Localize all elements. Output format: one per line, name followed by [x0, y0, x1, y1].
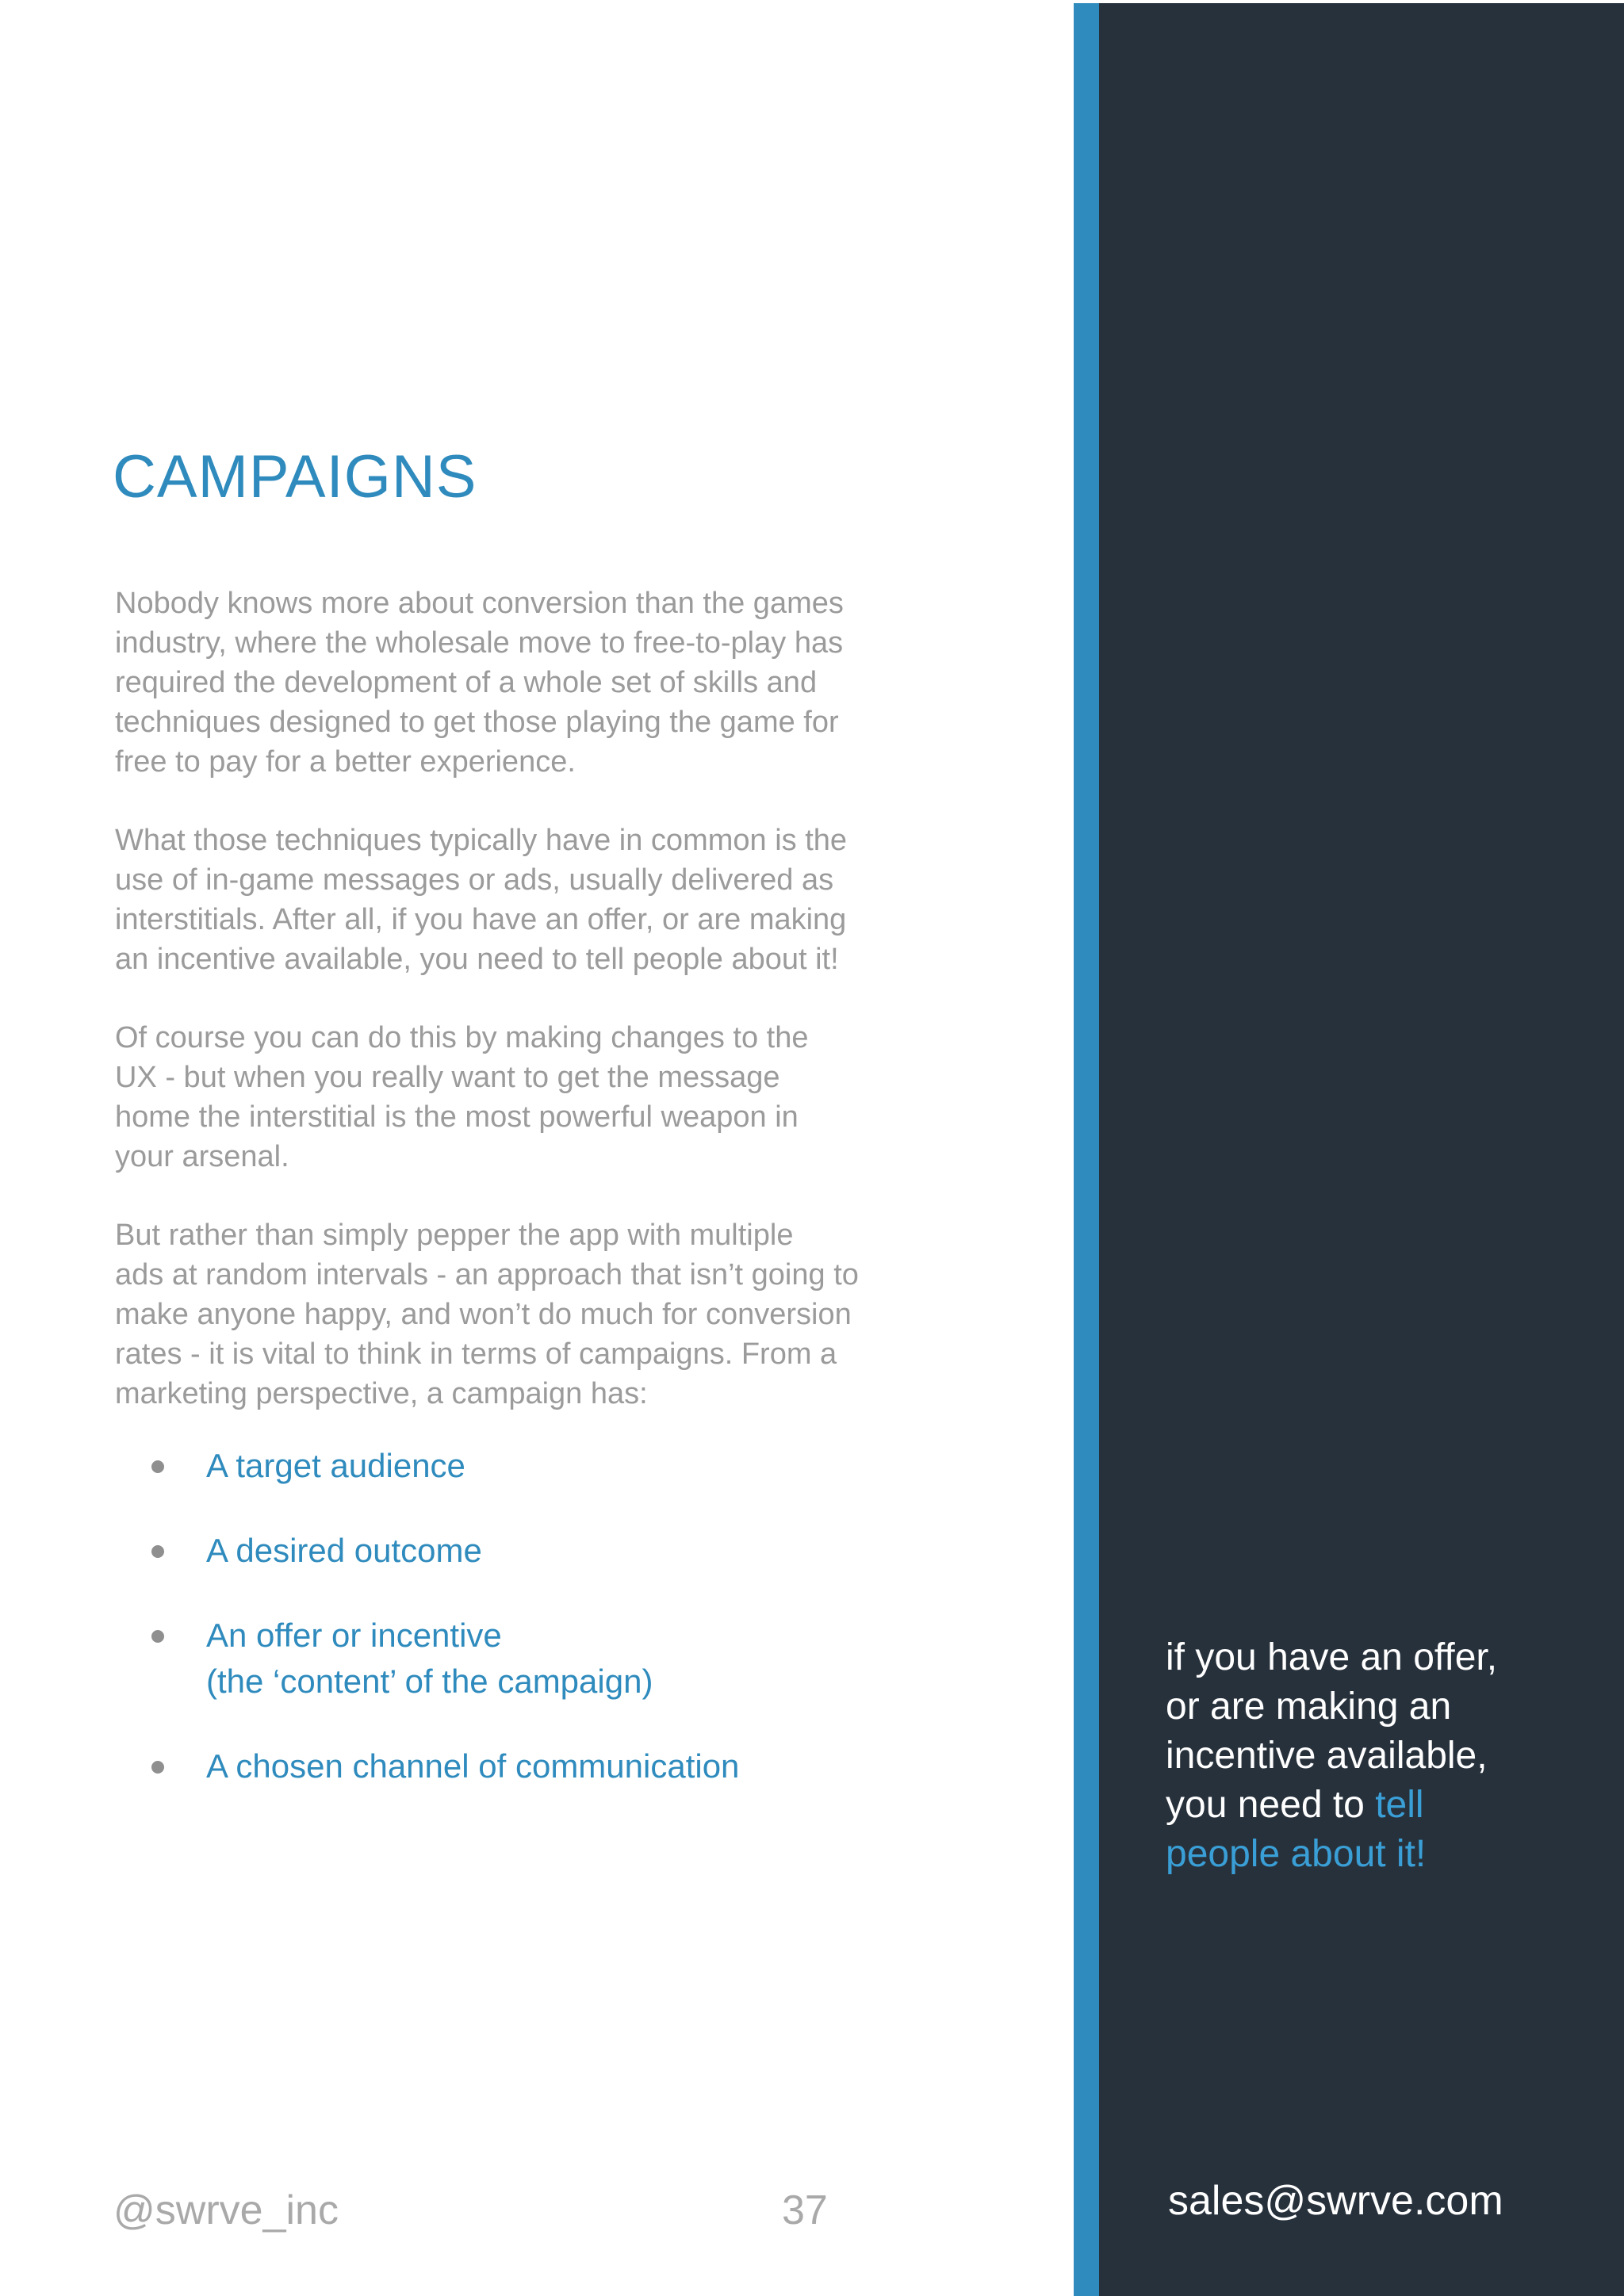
sidebar-panel — [1099, 3, 1624, 2296]
bullet-item-desired-outcome — [115, 1528, 916, 1574]
bullet-dot-icon — [151, 1545, 164, 1558]
bullet-text: A desired outcome — [206, 1532, 482, 1569]
paragraph-line: make anyone happy, and won’t do much for conversion — [115, 1298, 852, 1331]
paragraph-line: required the development of a whole set of skills and — [115, 666, 818, 699]
paragraph-line: techniques designed to get those playing the game for — [115, 706, 839, 739]
paragraph-line: an incentive available, you need to tell people about it! — [115, 943, 839, 976]
bullet-text-continued: (the ‘content’ of the campaign) — [206, 1663, 653, 1700]
paragraph-2 — [115, 821, 916, 979]
accent-stripe — [1074, 3, 1099, 2296]
page-title: CAMPAIGNS — [113, 443, 477, 511]
paragraph-line: rates - it is vital to think in terms of campaigns. From a — [115, 1337, 837, 1371]
bullet-dot-icon — [151, 1761, 164, 1774]
pull-quote-line: you need to — [1166, 1784, 1376, 1826]
paragraph-line: industry, where the wholesale move to free-to-play has — [115, 626, 844, 660]
pull-quote — [1166, 1633, 1546, 1879]
bullet-dot-icon — [151, 1630, 164, 1643]
paragraph-1 — [115, 584, 916, 782]
paragraph-line: marketing perspective, a campaign has: — [115, 1377, 648, 1410]
social-handle: @swrve_inc — [113, 2187, 339, 2233]
bullet-item-channel — [115, 1743, 916, 1789]
paragraph-line: What those techniques typically have in common is the — [115, 824, 848, 857]
pull-quote-line: incentive available, — [1166, 1735, 1488, 1777]
page-number: 37 — [782, 2187, 828, 2233]
paragraph-line: But rather than simply pepper the app with multiple — [115, 1219, 794, 1252]
bullet-item-offer-incentive — [115, 1613, 916, 1705]
paragraph-line: home the interstitial is the most powerful weapon in — [115, 1100, 799, 1134]
pull-quote-line: or are making an — [1166, 1686, 1452, 1728]
paragraph-line: Nobody knows more about conversion than the games — [115, 587, 844, 620]
pull-quote-line: if you have an offer, — [1166, 1636, 1498, 1678]
paragraph-line: Of course you can do this by making changes to the — [115, 1021, 809, 1054]
campaign-bullet-list — [115, 1443, 916, 1828]
bullet-item-target-audience — [115, 1443, 916, 1489]
pull-quote-highlight: tell — [1375, 1784, 1424, 1826]
paragraph-3 — [115, 1018, 916, 1177]
paragraph-line: ads at random intervals - an approach that isn’t going to — [115, 1258, 859, 1292]
contact-email: sales@swrve.com — [1168, 2178, 1503, 2224]
paragraph-line: UX - but when you really want to get the message — [115, 1061, 780, 1094]
paragraph-line: interstitials. After all, if you have an offer, or are making — [115, 903, 847, 936]
pull-quote-highlight: people about it! — [1166, 1833, 1427, 1875]
bullet-dot-icon — [151, 1460, 164, 1473]
bullet-text: A target audience — [206, 1447, 465, 1484]
bullet-text: A chosen channel of communication — [206, 1747, 740, 1785]
bullet-text: An offer or incentive — [206, 1617, 502, 1654]
paragraph-line: free to pay for a better experience. — [115, 745, 576, 779]
paragraph-line: your arsenal. — [115, 1140, 289, 1173]
body-text — [115, 584, 916, 1452]
paragraph-4 — [115, 1215, 916, 1414]
paragraph-line: use of in-game messages or ads, usually delivered as — [115, 863, 834, 897]
